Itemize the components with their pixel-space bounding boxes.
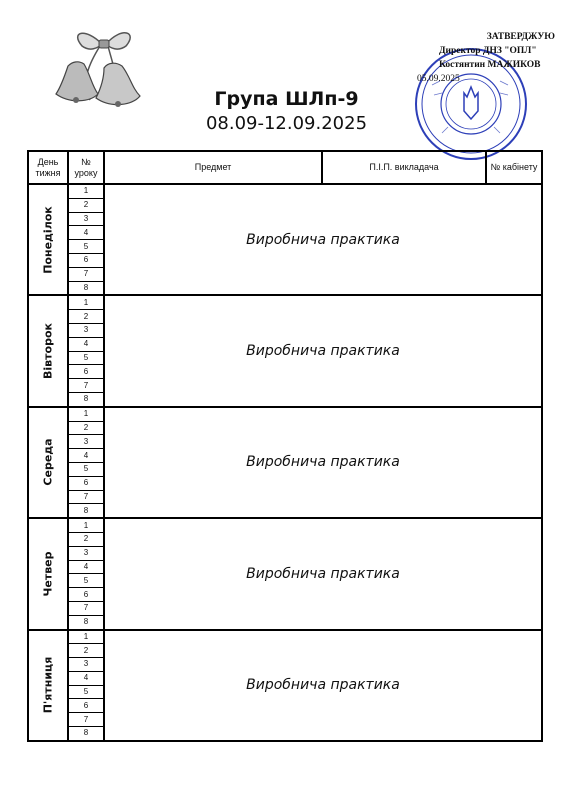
lesson-number: 3: [68, 323, 104, 337]
col-room-header: № кабінету: [486, 151, 542, 184]
subject-cell: Виробнича практика: [104, 295, 542, 406]
lesson-number: 3: [68, 212, 104, 226]
lesson-number: 4: [68, 671, 104, 685]
col-day-header: День тижня: [28, 151, 68, 184]
day-cell: [28, 630, 68, 741]
col-subject-header: Предмет: [104, 151, 322, 184]
lesson-number: 1: [68, 407, 104, 421]
col-lesson-header: № уроку: [68, 151, 104, 184]
lesson-number: 1: [68, 630, 104, 644]
lesson-number: 5: [68, 685, 104, 699]
lesson-number: 8: [68, 392, 104, 406]
lesson-number: 3: [68, 435, 104, 449]
day-cell: [28, 184, 68, 295]
day-cell: [28, 518, 68, 629]
lesson-number: 8: [68, 727, 104, 741]
lesson-number: 2: [68, 644, 104, 658]
lesson-number: 5: [68, 351, 104, 365]
schedule-body: [28, 184, 542, 741]
lesson-number: 3: [68, 658, 104, 672]
subject-cell: Виробнича практика: [104, 184, 542, 295]
subject-cell: Виробнича практика: [104, 630, 542, 741]
subject-cell: Виробнича практика: [104, 518, 542, 629]
approval-signer: Костянтин МАЖИКОВ: [439, 60, 541, 70]
approval-heading: ЗАТВЕРДЖУЮ: [486, 32, 555, 42]
table-row: [28, 184, 542, 198]
lesson-number: 6: [68, 588, 104, 602]
lesson-number: 2: [68, 310, 104, 324]
lesson-number: 6: [68, 365, 104, 379]
approval-position: Директор ДНЗ "ОПЛ": [439, 46, 537, 56]
lesson-number: 7: [68, 601, 104, 615]
day-name: Понеділок: [41, 205, 55, 274]
table-row: [28, 518, 542, 532]
day-name: Вівторок: [41, 323, 55, 380]
lesson-number: 6: [68, 253, 104, 267]
lesson-number: 1: [68, 184, 104, 198]
page-title: Група ШЛп-9: [214, 88, 359, 110]
lesson-number: 6: [68, 476, 104, 490]
lesson-number: 1: [68, 518, 104, 532]
lesson-number: 7: [68, 267, 104, 281]
lesson-number: 2: [68, 421, 104, 435]
col-teacher-header: П.І.П. викладача: [322, 151, 486, 184]
approval-date: 05.09.2025: [417, 74, 460, 84]
lesson-number: 5: [68, 574, 104, 588]
lesson-number: 6: [68, 699, 104, 713]
lesson-number: 5: [68, 240, 104, 254]
day-name: П'ятниця: [41, 656, 55, 714]
lesson-number: 5: [68, 462, 104, 476]
lesson-number: 4: [68, 560, 104, 574]
lesson-number: 8: [68, 615, 104, 629]
schedule-table: [27, 150, 543, 742]
table-row: [28, 630, 542, 644]
lesson-number: 2: [68, 198, 104, 212]
subject-cell: Виробнича практика: [104, 407, 542, 518]
day-name: Четвер: [41, 551, 55, 597]
lesson-number: 7: [68, 490, 104, 504]
day-cell: [28, 407, 68, 518]
day-name: Середа: [41, 438, 55, 487]
lesson-number: 4: [68, 337, 104, 351]
approval-block: [415, 30, 565, 86]
day-cell: [28, 295, 68, 406]
lesson-number: 2: [68, 532, 104, 546]
table-header-row: [28, 151, 542, 184]
table-row: [28, 407, 542, 421]
table-row: [28, 295, 542, 309]
lesson-number: 3: [68, 546, 104, 560]
lesson-number: 7: [68, 379, 104, 393]
lesson-number: 4: [68, 449, 104, 463]
lesson-number: 7: [68, 713, 104, 727]
lesson-number: 8: [68, 504, 104, 518]
lesson-number: 1: [68, 295, 104, 309]
lesson-number: 8: [68, 281, 104, 295]
lesson-number: 4: [68, 226, 104, 240]
page-dates: 08.09-12.09.2025: [205, 113, 368, 134]
